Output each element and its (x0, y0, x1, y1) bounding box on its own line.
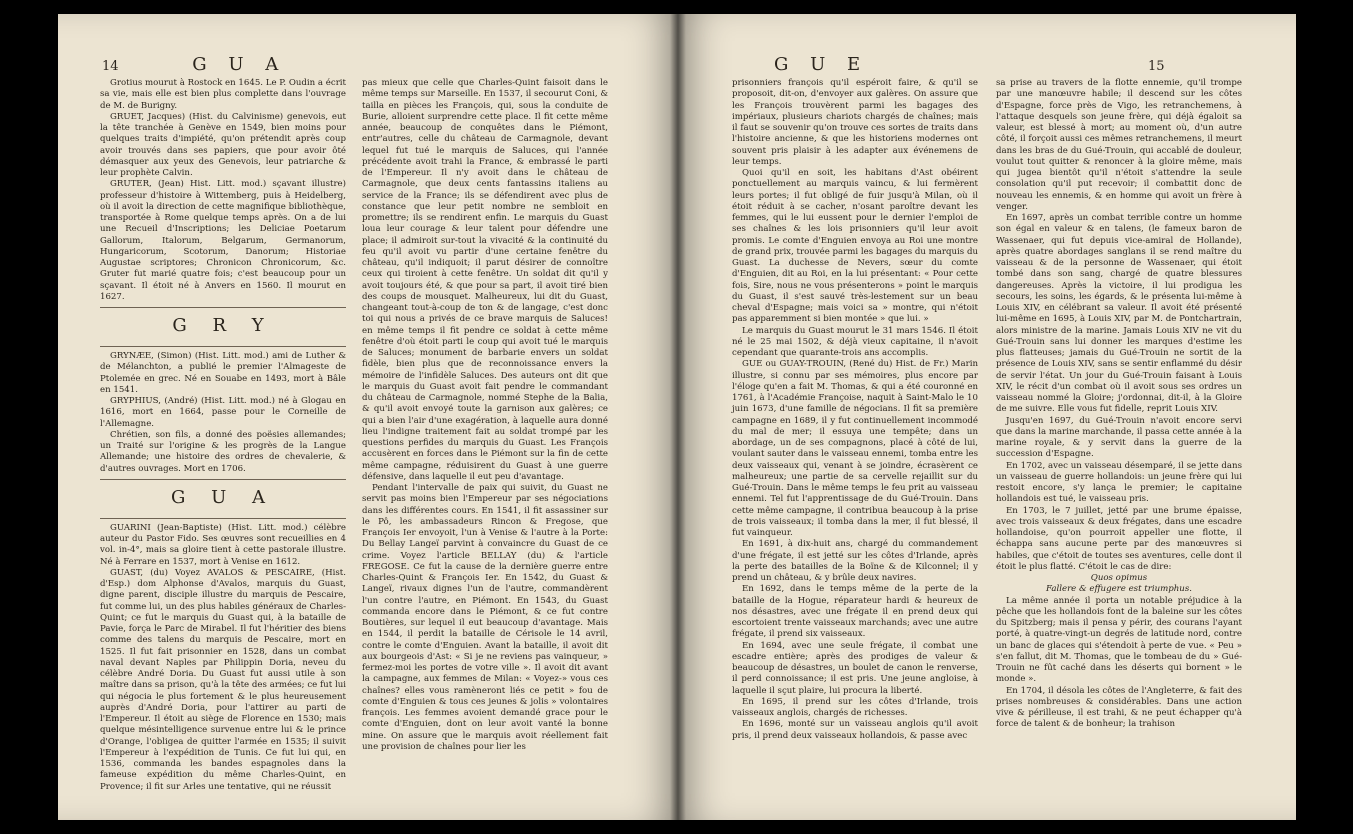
left-page-number: 14 (102, 59, 119, 74)
paragraph: sa prise au travers de la flotte ennemie, qu'il trompe par une manœuvre habile; il descend sur les côtes d'Espagne, force près de Vigo, les retranchemens, à l'attaque desquels son jeune frère, qui déjà égaloit sa valeur, est blessé à mort; au moment où, d'un autre côté, il forçoit aussi ces mêmes retranchemens, il meurt dans les bras de du Gué-Trouin, qui accablé de douleur, voulut tout quitter & renoncer à la gloire même, mais qui jugea bientôt qu'il n'étoit s'attendre la seule consolation qu'il put recevoir; il combattit donc de nouveau les ennemis, & en homme qui avoit un frère à venger. (996, 78, 1242, 212)
section-heading-gry: G R Y (172, 315, 274, 336)
left-column-2 (362, 78, 608, 778)
paragraph: Le marquis du Guast mourut le 31 mars 1546. Il étoit né le 25 mai 1502, & déjà vieux capitaine, il n'avoit cependant que quarante-trois ans accomplis. (732, 325, 978, 358)
entry-gruter: GRUTER, (Jean) Hist. Litt. mod.) sçavant illustre) professeur d'histoire à Wittemberg, puis à Heidelberg, où il avoit la direction de cette magnifique bibliothèque, transportée à Rome quelque temps après. On a de lui une Recueil d'Inscriptions; les Deliciae Poetarum Gallorum, Italorum, Belgarum, Germanorum, Hungaricorum, Scotorum, Danorum; Historiae Augustae scriptores; Chronicon Chronicorum, &c. Gruter fut marié quatre fois; c'est beaucoup pour un sçavant. Il étoit né à Anvers en 1560. Il mourut en 1627. (100, 179, 346, 302)
right-column-2 (996, 78, 1242, 778)
right-page (678, 14, 1296, 820)
paragraph: En 1703, le 7 juillet, jetté par une brume épaisse, avec trois vaisseaux & deux frégates, dans une escadre hollandoise, qu'on pourroit appeller une flotte, il échappa sans aucune perte par des manœuvres si habiles, que c'étoit de toutes ses aventures, celle dont il étoit le plus flatté. C'étoit le cas de dire: (996, 505, 1242, 572)
paragraph: En 1702, avec un vaisseau désemparé, il se jette dans un vaisseau de guerre hollandois: un jeune frère qui lui restoit encore, s'y lança le premier; le capitaine hollandois est tué, le vaisseau pris. (996, 460, 1242, 505)
divider (100, 518, 346, 519)
paragraph: La même année il porta un notable préjudice à la pêche que les hollandois font de la baleine sur les côtes du Spitzberg; mais il pensa y périr, des courans l'ayant porté, à quatre-vingt-un degrés de latitude nord, contre un banc de glaces qui s'étendoit à perte de vue. « Peu » s'en fallut, dit M. Thomas, que le tombeau de du » Gué-Trouin ne fût caché dans les déserts qui bornent » le monde ». (996, 595, 1242, 685)
divider (100, 307, 346, 308)
entry-guarini: GUARINI (Jean-Baptiste) (Hist. Litt. mod.) célèbre auteur du Pastor Fido. Ses œuvres sont recueillies en 4 vol. in-4°, mais sa gloire tient à cette pastorale illustre. Né à Ferrare en 1537, mort à Venise en 1612. (100, 522, 346, 567)
right-head-text: G U E (774, 54, 869, 75)
right-running-head (774, 54, 868, 76)
paragraph: En 1694, avec une seule frégate, il combat une escadre entière; après des prodiges de valeur & beaucoup de désastres, un boulet de canon le renverse, il perd connoissance; il est pris. Une jeune angloise, à laquelle il sçut plaire, lui procura la liberté. (732, 640, 978, 696)
paragraph: prisonniers françois qu'il espéroit faire, & qu'il se proposoit, dit-on, d'envoyer aux galères. On assure que les François trouvèrent parmi les bagages des impériaux, plusieurs chariots chargés de chaînes; mais il faut se souvenir qu'on trouve ces sortes de traits dans l'histoire ancienne, & que les historiens modernes ont souvent pris plaisir à les adapter aux événemens de leur temps. (732, 78, 978, 167)
left-head-text: G U A (192, 54, 287, 75)
paragraph: Chrétien, son fils, a donné des poësies allemandes; un Traité sur l'origine & les progrès de la Langue Allemande; une histoire des ordres de chevalerie, & d'autres ouvrages. Mort en 1706. (100, 429, 346, 474)
entry-gue-trouin: GUE ou GUAY-TROUIN, (René du) Hist. de Fr.) Marin illustre, si connu par ses mémoires, plus encore par l'éloge qu'en a fait M. Thomas, & qui a été couronné en 1761, à l'Académie Françoise, naquit à Saint-Malo le 10 juin 1673, d'une famille de négocians. Il fit sa première campagne en 1689, il y fut continuellement incommodé du mal de mer; il essuya une tempête; dans un abordage, un de ses compagnons, placé à côté de lui, voulant sauter dans le vaisseau ennemi, tomba entre les deux vaisseaux qui, venant à se joindre, écrasèrent ce malheureux; une partie de sa cervelle rejaillit sur du Gué-Trouin. Dans le même temps le feu prit au vaisseau ennemi. Tel fut l'apprentissage de du Gué-Trouin. Dans cette même campagne, il contribua beaucoup à la prise de trois vaisseaux; il tomba dans la mer, il fut blessé, il fut vainqueur. (732, 359, 978, 538)
paragraph: En 1691, à dix-huit ans, chargé du commandement d'une frégate, il est jetté sur les côtes d'Irlande, après la perte des batailles de la Boïne & de Kilconnel; il y prend un château, & y brûle deux navires. (732, 539, 978, 583)
entry-gruet: GRUET, Jacques) (Hist. du Calvinisme) genevois, eut la tête tranchée à Genève en 1549, bien moins pour quelques traits d'impiété, qu'on prétendit après coup avoir trouvés dans ses papiers, que pour avoir ôté démasquer aux yeux des Genevois, leur patriarche & leur prophète Calvin. (100, 111, 346, 178)
paragraph: En 1695, il prend sur les côtes d'Irlande, trois vaisseaux anglois, chargés de richesses. (732, 696, 978, 718)
entry-gryphius: GRYPHIUS, (André) (Hist. Litt. mod.) né à Glogau en 1616, mort en 1664, passe pour le Corneille de l'Allemagne. (100, 396, 346, 429)
paragraph: En 1697, après un combat terrible contre un homme son égal en valeur & en talens, (le fameux baron de Wassenaer, qui fut depuis vice-amiral de Hollande), après quatre abordages sanglans il se rend maître du vaisseau & de la personne de Wassenaer, qui étoit tombé dans son sang, chargé de quatre blessures dangereuses. Après la victoire, il lui prodigua les secours, les soins, les égards, & le présenta lui-même à Louis XIV, en célébrant sa valeur. Il avoit été présenté lui-même en 1695, à Louis XIV, par M. de Pontchartrain, alors ministre de la marine. Jamais Louis XIV ne vit du Gué-Trouin sans lui donner les marques d'estime les plus flatteuses; jamais du Gué-Trouin ne sortit de la présence de Louis XIV, sans se sentir enflammé du désir de servir l'état. Un jour du Gué-Trouin faisant à Louis XIV, le récit d'un combat où il avoit sous ses ordres un vaisseau nommé la Gloire; j'ordonnai, dit-il, à la Gloire de me suivre. Elle vous fut fidelle, reprit Louis XIV. (996, 213, 1242, 415)
right-page-number: 15 (1148, 59, 1165, 74)
section-heading-gua: G U A (171, 486, 275, 508)
paragraph: En 1704, il désola les côtes de l'Angleterre, & fait des prises nombreuses & considérables. Dans une action vive & périlleuse, il est trahi, & ne peut échapper qu'à force de talent & de bonheur; la trahison (996, 685, 1242, 730)
divider (100, 479, 346, 480)
book-spine (670, 14, 686, 820)
paragraph: Quoi qu'il en soit, les habitans d'Ast obéirent ponctuellement au marquis vaincu, & lui fermèrent leurs portes; il fut obligé de fuir jusqu'à Milan, où il étoit réduit à se cacher, n'osant paroître devant les femmes, qui le lui eussent pour le dernier l'emploi de ses chaînes & les lois prisonniers qu'il leur avoit promis. Le comte d'Enguien envoya au Roi une montre de grand prix, trouvée parmi les bagages du marquis du Guast. La duchesse de Nevers, sœur du comte d'Enguien, dit au Roi, en la lui présentant: « Pour cette fois, Sire, nous ne vous présenterons » point le marquis du Guast, il s'est sauvé très-lestement sur un beau cheval d'Espagne; mais voici sa » montre, qui n'étoit pas apparemment si bien montée » que lui. » (732, 168, 978, 325)
entry-guast: GUAST, (du) Voyez AVALOS & PESCAIRE, (Hist. d'Esp.) dom Alphonse d'Avalos, marquis du Guast, digne parent, disciple illustre du marquis de Pescaire, fut comme lui, un des plus habiles généraux de Charles-Quint; ce fut le marquis du Guast qui, à la bataille de Pavie, força le Parc de Mirabel. Il fut l'héritier des biens comme des talens du marquis de Pescaire, mort en 1525. Il fut fait prisonnier en 1528, dans un combat naval devant Naples par Philippin Doria, neveu du célèbre André Doria. Du Guast fut aussi utile à son maître dans sa prison, qu'à la tête des armées; ce fut lui qui négocia le plus fortement & le plus heureusement auprès d'André Doria, pour l'attirer au parti de l'Empereur. Il étoit au siège de Florence en 1530; mais quelque mésintelligence survenue entre lui & le prince d'Orange, l'obligea de quitter l'armée en 1535; il suivit l'Empereur à l'expédition de Tunis. Ce fut lui qui, en 1536, commanda les bandes espagnoles dans la fameuse expédition du même Charles-Quint, en Provence; il fit sur Arles une tentative, qui ne réussit (100, 567, 346, 792)
entry-grynaee: GRYNÆE, (Simon) (Hist. Litt. mod.) ami de Luther & de Mélanchton, a publié le premier l'Almageste de Ptolemée en grec. Né en Souabe en 1493, mort à Bâle en 1541. (100, 351, 346, 395)
paragraph: Pendant l'intervalle de paix qui suivit, du Guast ne servit pas moins bien l'Empereur par ses négociations dans les différentes cours. En 1541, il fit assassiner sur le Pô, les ambassadeurs Rincon & Fregose, que François Ier envoyoit, l'un à Venise & l'autre à la Porte: Du Bellay Langeï parvint à convaincre du Guast de ce crime. Voyez l'article BELLAY (du) & l'article FREGOSE. Ce fut la cause de la dernière guerre entre Charles-Quint & François Ier. En 1542, du Guast & Langeï, rivaux dignes l'un de l'autre, commandèrent l'un contre l'autre, en Piémont. En 1543, du Guast commanda encore dans le Piémont, & ce fut contre Boutières, sur lequel il eut beaucoup d'avantage. Mais en 1544, il perdit la bataille de Cérisole le 14 avril, contre le comte d'Enguien. Avant la bataille, il avoit dit aux bourgeois d'Ast: « Si je ne reviens pas vainqueur, » fermez-moi les portes de votre ville ». Il avoit dit avant la campagne, aux femmes de Milan: « Voyez-» vous ces chaînes? elles vous ramèneront liés ce petit » fou de comte d'Enguien & tous ces jeunes & jolis » volontaires françois. Les femmes avoient demandé grace pour le comte d'Enguien, dont on leur avoit vanté la bonne mine. On assure que le marquis avoit réellement fait une provision de chaînes pour lier les (362, 483, 608, 752)
epigraph-line-1: Quos opimus (1090, 573, 1148, 583)
paragraph: Grotius mourut à Rostock en 1645. Le P. Oudin a écrit sa vie, mais elle est bien plus complette dans l'ouvrage de M. de Burigny. (100, 78, 346, 111)
right-column-1 (732, 78, 978, 778)
epigraph-line-2: Fallere & effugere est triumphus. (1045, 584, 1192, 595)
paragraph: Jusqu'en 1697, du Gué-Trouin n'avoit encore servi que dans la marine marchande, il passa cette année à la marine royale, & y servit dans la guerre de la succession d'Espagne. (996, 415, 1242, 460)
paragraph: En 1692, dans le temps même de la perte de la bataille de la Hogue, réparateur hardi & heureux de nos désastres, avec une frégate il en prend deux qui escortoient trente vaisseaux marchands; avec une autre frégate, il prend six vaisseaux. (732, 584, 978, 640)
right-page-number-wrap (1148, 54, 1165, 76)
left-running-head (102, 54, 286, 76)
left-page (58, 14, 678, 820)
paragraph: En 1696, monté sur un vaisseau anglois qu'il avoit pris, il prend deux vaisseaux hollandois, & passe avec (732, 719, 978, 741)
paragraph: pas mieux que celle que Charles-Quint faisoit dans le même temps sur Marseille. En 1537, il secourut Coni, & tailla en pièces les François, qui, sous la conduite de Burie, alloient surprendre cette place. Il fit cette même année, beaucoup de conquêtes dans le Piémont, entr'autres, celle du château de Carmagnole, devant lequel fut tué le marquis de Saluces, qui l'année précédente avoit trahi la France, & embrassé le parti de l'Empereur. Il n'y avoit dans le château de Carmagnole, que deux cents fantassins italiens au service de la France; ils se défendirent avec plus de constance que leur petit nombre ne sembloit en promettre; ils se rendirent enfin. Le marquis du Guast loua leur courage & leur talent pour défendre une place; il admiroit sur-tout la vivacité & la continuité du feu qu'il avoit vu partir d'une certaine fenêtre du château, qu'il indiquoit; il parut désirer de connoître ceux qui tiroient à cette fenêtre. Un soldat dit qu'il y avoit toujours été, & que pour sa part, il avoit tiré bien des coups de mousquet. Malheureux, lui dit du Guast, changeant tout-à-coup de ton & de langage, c'est donc toi qui nous a privés de ce brave marquis de Saluces! en même temps il fit pendre ce soldat à cette même fenêtre d'où étoit parti le coup qui avoit tué le marquis de Saluces; monument de barbarie envers un soldat fidèle, bien plus que de reconnoissance envers la mémoire de l'infidèle Saluces. Des auteurs ont dit que le marquis du Guast avoit fait pendre le commandant du château de Carmagnole, nommé Stephe de la Balia, & qu'il avoit envoyé toute la garnison aux galères; ce qui a bien l'air d'une exagération, à laquelle aura donné lieu l'indigne traitement fait au soldat trompé par les questions perfides du marquis du Guast. Les François accusèrent en forces dans le Piémont sur la fin de cette même campagne, réduisirent du Guast à une guerre défensive, dans laquelle il eut peu d'avantage. (362, 78, 608, 482)
divider (100, 346, 346, 347)
left-column-1 (100, 78, 346, 792)
open-book (58, 14, 1296, 820)
